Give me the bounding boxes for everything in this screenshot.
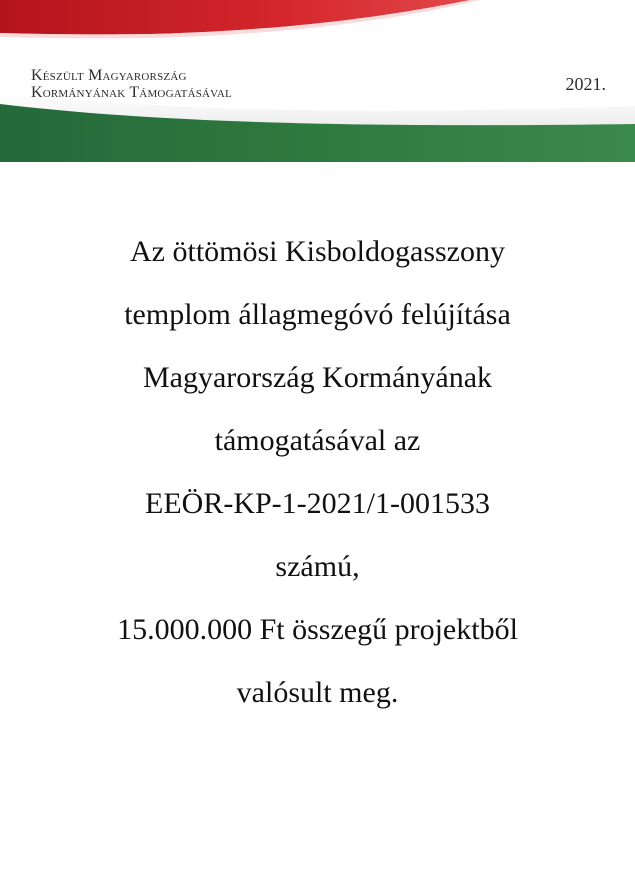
announcement-line: templom állagmegóvó felújítása: [124, 298, 511, 331]
announcement-line: Az öttömösi Kisboldogasszony: [130, 235, 505, 268]
announcement-text: [0, 220, 635, 724]
sponsor-line-2: Kormányának Támogatásával: [31, 84, 232, 101]
sponsor-line-1: Készült Magyarország: [31, 67, 187, 84]
announcement-line: Magyarország Kormányának: [142, 361, 493, 394]
project-id-line: EEÖR-KP-1-2021/1-001533: [145, 487, 490, 520]
header-banner: [0, 0, 635, 162]
sponsor-caption: [31, 67, 232, 101]
red-swoosh: [0, 0, 470, 34]
announcement-line: számú,: [275, 550, 360, 583]
amount-line: 15.000.000 Ft összegű projektből: [117, 613, 518, 646]
announcement-line: valósult meg.: [236, 676, 399, 709]
announcement-line: támogatásával az: [214, 424, 421, 457]
year-label: 2021.: [565, 74, 606, 94]
